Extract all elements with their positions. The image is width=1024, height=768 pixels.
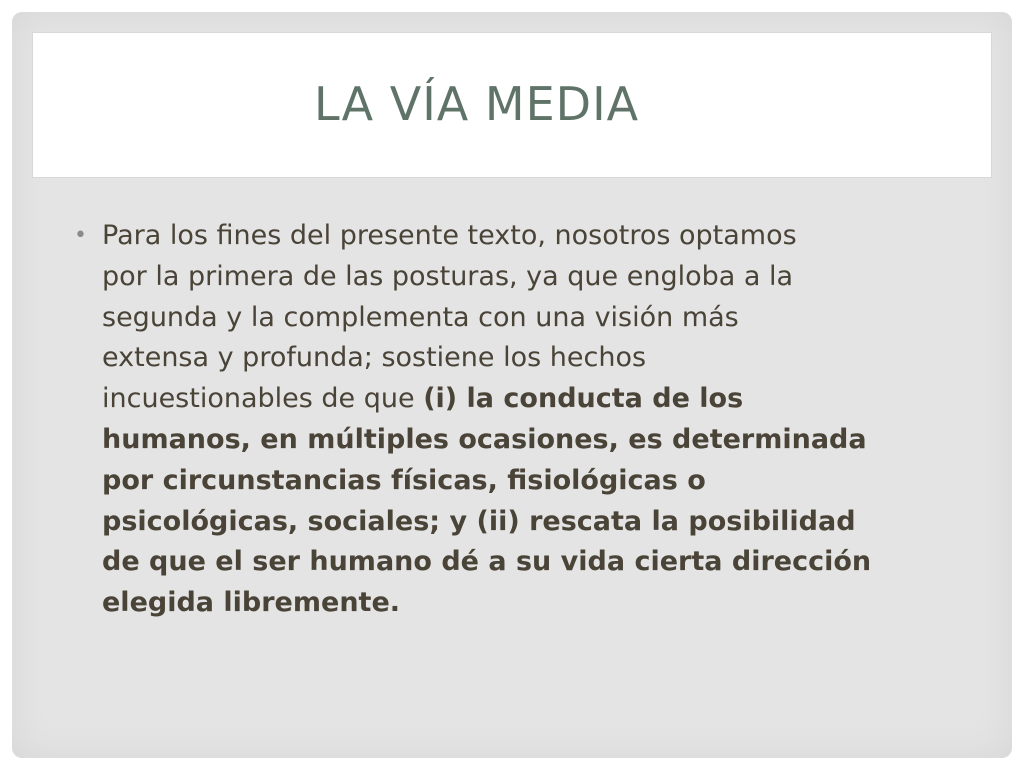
- body-text-normal: extensa y profunda; sostiene los hechos: [102, 342, 647, 374]
- body-line: [102, 420, 962, 461]
- body-text-normal: Para los fines del presente texto, nosotros optamos: [102, 220, 797, 251]
- body-line: [102, 542, 962, 583]
- body-line: [102, 298, 962, 339]
- body-line: [102, 461, 962, 502]
- body-line: [102, 257, 962, 298]
- body-text-bold: elegida libremente.: [102, 587, 401, 619]
- bullet-marker: •: [74, 223, 87, 248]
- body-line: [102, 502, 962, 543]
- body-line: [102, 583, 962, 624]
- slide: [12, 12, 1012, 758]
- body-text-bold: por circunstancias físicas, fisiológicas o: [102, 464, 706, 496]
- body-text-normal: por la primera de las posturas, ya que engloba a la: [102, 260, 794, 292]
- body-text-bold: (i) la conducta de los: [423, 383, 744, 415]
- body-text-bold: humanos, en múltiples ocasiones, es determinada: [102, 423, 867, 455]
- body-text-normal: segunda y la complementa con una visión más: [102, 301, 739, 333]
- body-text-normal: incuestionables de que: [102, 383, 424, 415]
- body-text-bold: de que el ser humano dé a su vida cierta dirección: [102, 546, 872, 578]
- slide-title: LA VÍA MEDIA: [314, 77, 640, 131]
- body-line: [102, 379, 962, 420]
- body-text-bold: psicológicas, sociales; y (ii) rescata la posibilidad: [102, 505, 856, 537]
- bullet-text: [102, 216, 962, 624]
- body-line: [102, 216, 962, 257]
- body-line: [102, 338, 962, 379]
